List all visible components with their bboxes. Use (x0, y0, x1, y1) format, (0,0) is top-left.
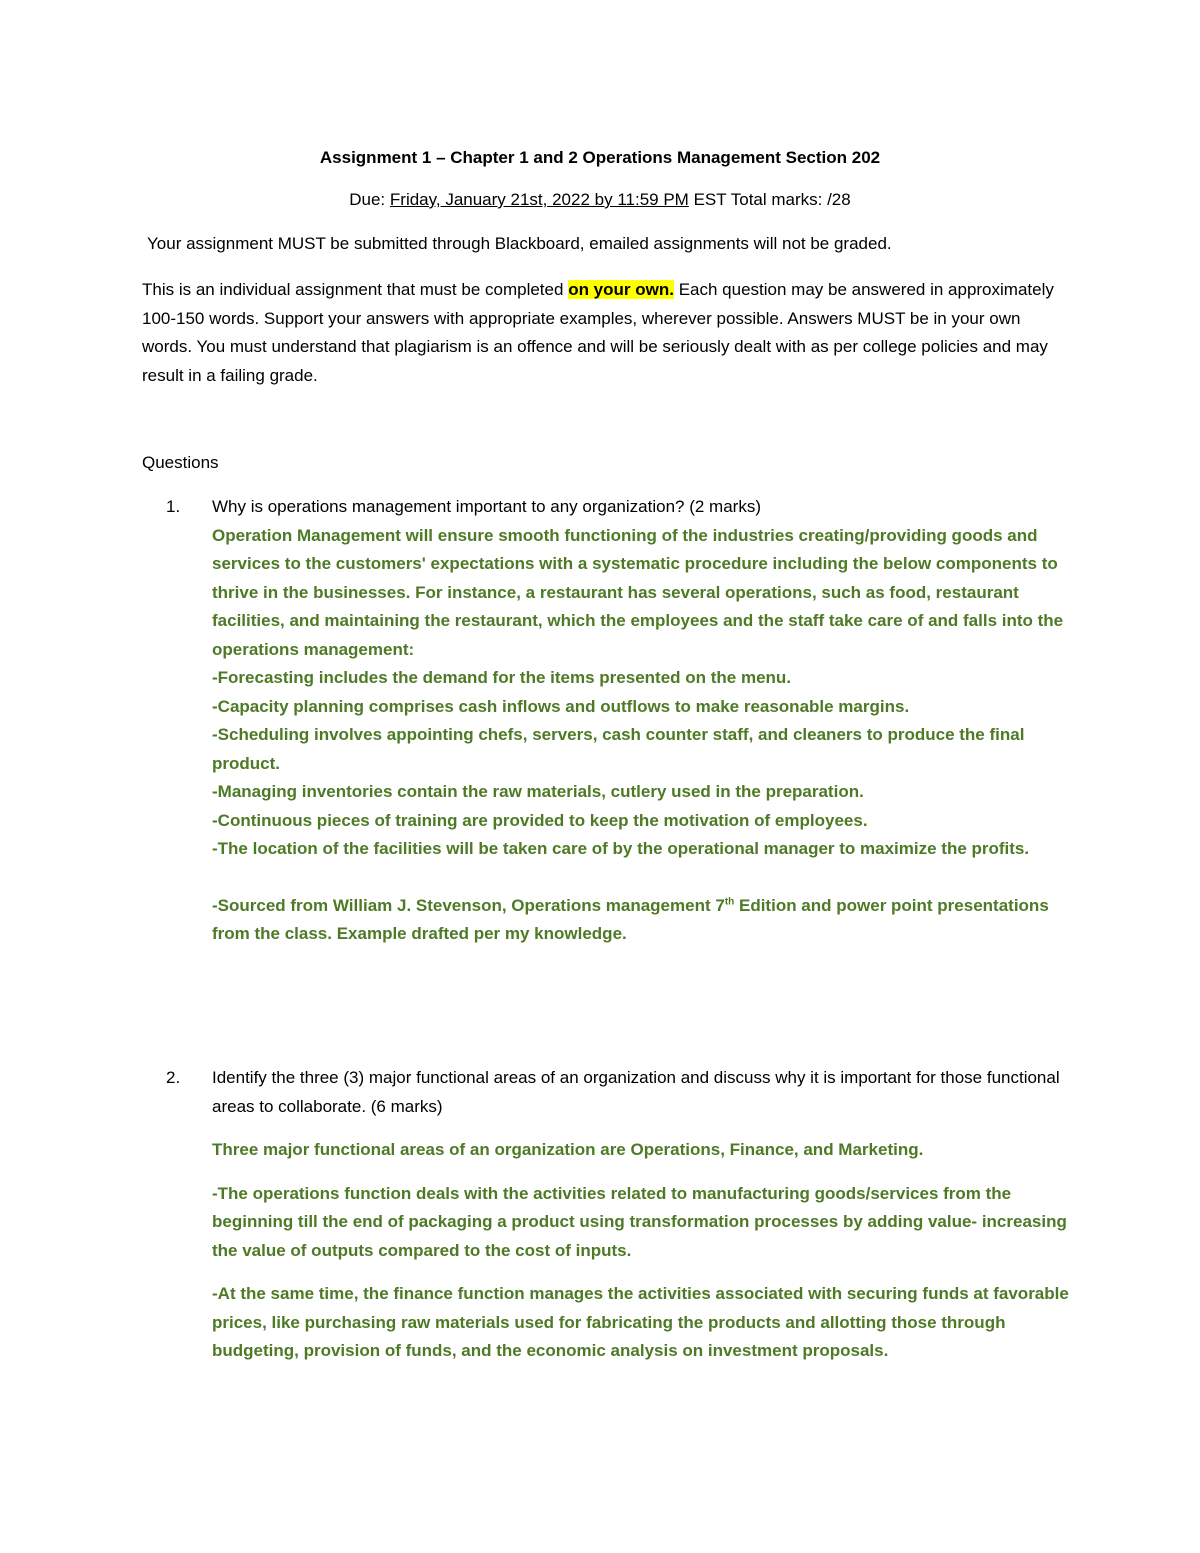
question-text: Why is operations management important to any organization? (2 marks) (212, 497, 761, 516)
question-number: 1. (166, 497, 181, 516)
answer-line: -The location of the facilities will be taken care of by the operational manager to maximize the profits. (212, 839, 1030, 858)
due-label: Due: (349, 190, 386, 209)
intro-text-before: This is an individual assignment that must be completed (142, 280, 564, 299)
questions-heading: Questions (142, 453, 219, 472)
total-marks: EST Total marks: /28 (693, 190, 851, 209)
answer-line: Operation Management will ensure smooth functioning of the industries creating/providing goods and services to the customers' expectations with a systematic procedure including the below components to thrive in the businesses. For instance, a restaurant has several operations, such as food, restaurant facilities, and maintaining the restaurant, which the employees and the staff take care of and falls into the operations management: (212, 525, 1064, 659)
blank-line (212, 864, 1072, 892)
source-superscript: th (724, 895, 735, 907)
submission-note: Your assignment MUST be submitted through Blackboard, emailed assignments will not be graded. (147, 234, 892, 253)
answer-paragraph: Three major functional areas of an organization are Operations, Finance, and Marketing. (212, 1140, 924, 1159)
source-text: -Sourced from William J. Stevenson, Operations management 7 (212, 895, 725, 915)
question-2 (212, 1064, 1072, 1381)
answer-line: -Managing inventories contain the raw materials, cutlery used in the preparation. (212, 782, 864, 801)
source-text-tail: Edition and power point presentations from the class. Example drafted per my knowledge. (212, 895, 1049, 943)
question-number: 2. (166, 1068, 181, 1087)
answer-line: -Scheduling involves appointing chefs, servers, cash counter staff, and cleaners to produce the final product. (212, 725, 1025, 773)
answer-paragraph: -At the same time, the finance function manages the activities associated with securing funds at favorable prices, like purchasing raw materials used for fabricating the products and allotting those through budgeting, provision of funds, and the economic analysis on investment proposals. (212, 1284, 1069, 1360)
due-line (0, 188, 1200, 212)
answer-line: -Forecasting includes the demand for the items presented on the menu. (212, 668, 792, 687)
answer-1 (212, 522, 1072, 949)
answer-line: -Continuous pieces of training are provided to keep the motivation of employees. (212, 810, 868, 830)
due-date: Friday, January 21st, 2022 by 11:59 PM (389, 190, 689, 209)
intro-highlight: on your own. (568, 280, 674, 299)
answer-paragraph: -The operations function deals with the activities related to manufacturing goods/services from the beginning till the end of packaging a product using transformation processes by adding value- increasing the value of outputs compared to the cost of inputs. (212, 1183, 1067, 1260)
intro-text-after: Each question may be answered in approximately 100-150 words. Support your answers with appropriate examples, wherever possible. Answers MUST be in your own words. You must understand that plagiarism is an offence and will be seriously dealt with as per college policies and may result in a failing grade. (142, 280, 1054, 385)
question-text: Identify the three (3) major functional areas of an organization and discuss why it is important for those functional areas to collaborate. (6 marks) (212, 1068, 1060, 1116)
assignment-title: Assignment 1 – Chapter 1 and 2 Operations Management Section 202 (319, 148, 881, 167)
intro-paragraph (142, 276, 1062, 390)
answer-line: -Capacity planning comprises cash inflows and outflows to make reasonable margins. (212, 696, 910, 716)
question-1 (212, 493, 1072, 949)
source-citation (212, 892, 1072, 949)
